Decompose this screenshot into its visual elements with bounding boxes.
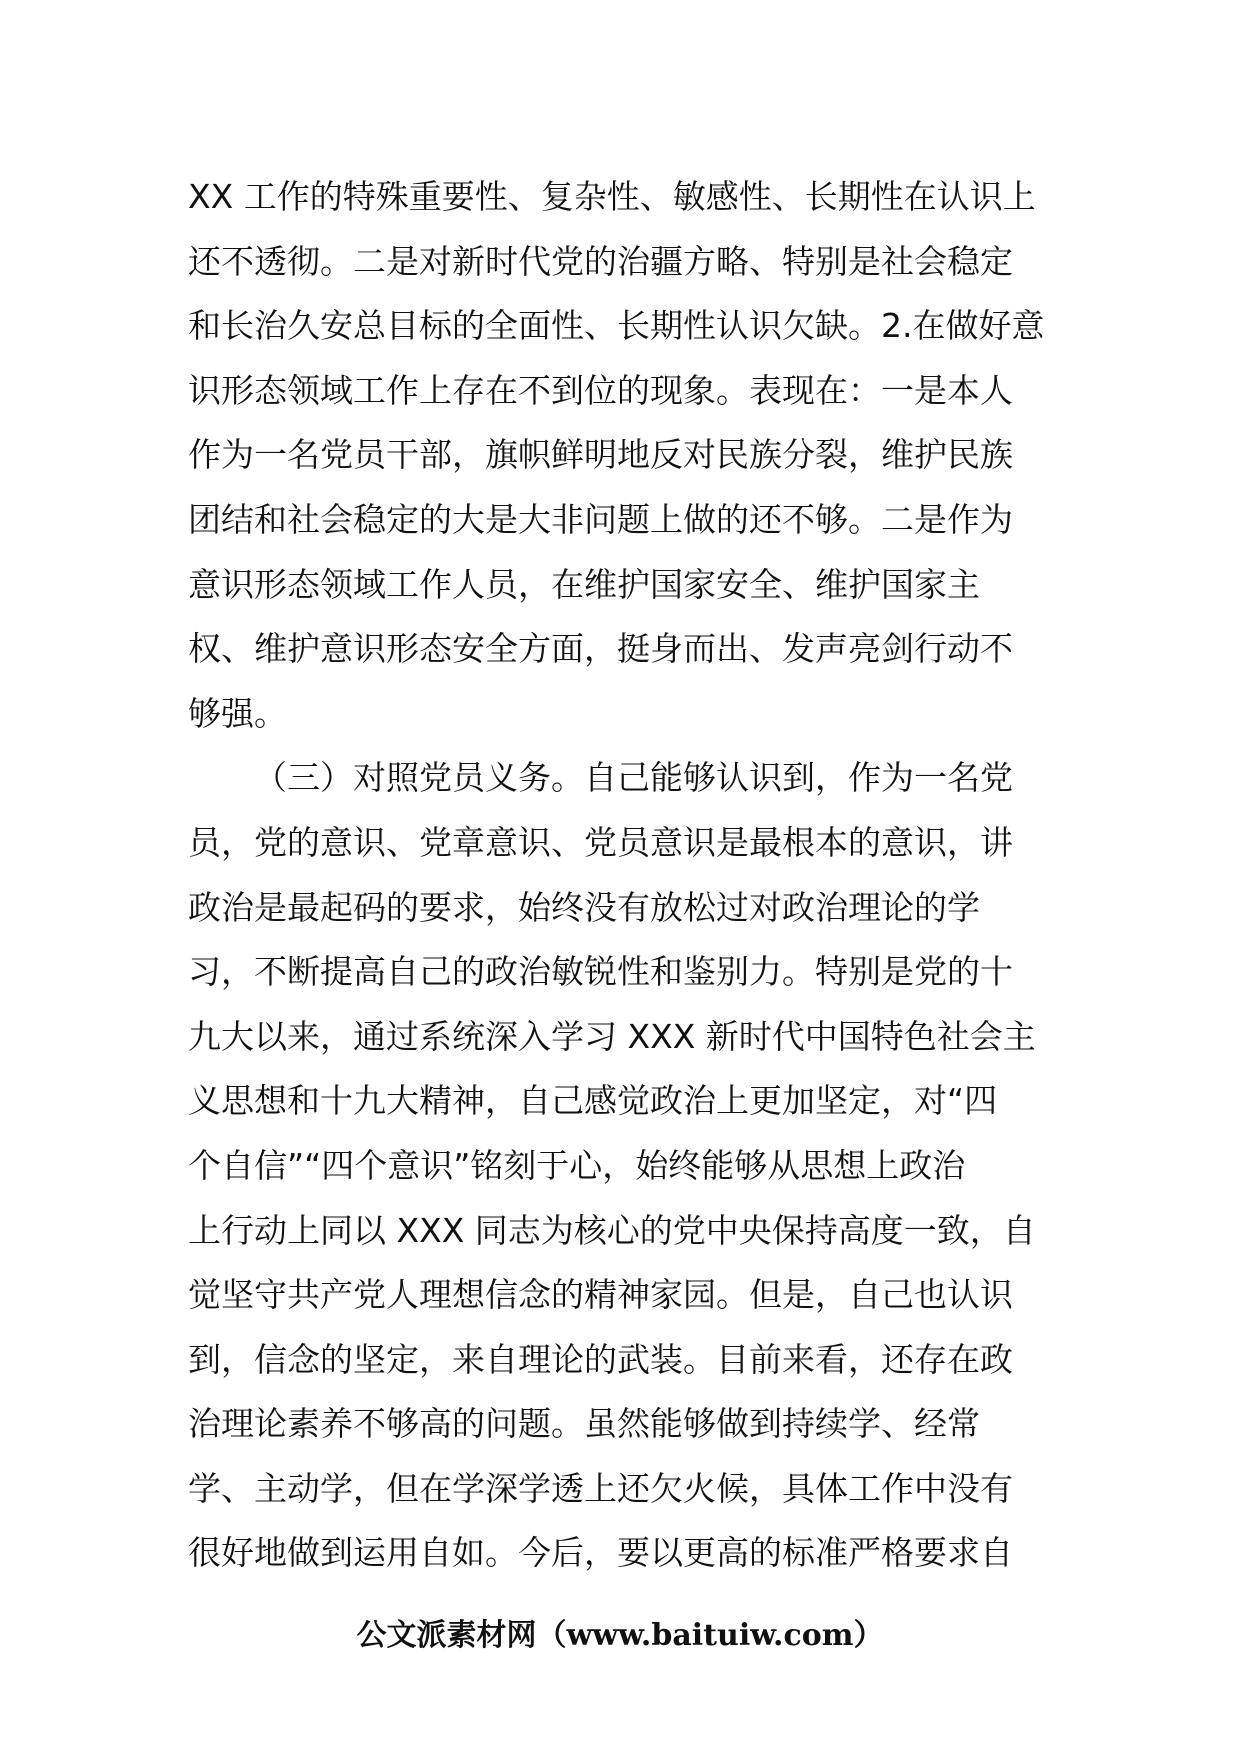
text-line: 个自信”“四个意识”铭刻于心，始终能够从思想上政治 [188,1145,966,1185]
text-line: 作为一名党员干部，旗帜鲜明地反对民族分裂，维护民族 [188,435,1013,475]
text-line: 识形态领域工作上存在不到位的现象。表现在：一是本人 [188,370,1013,410]
text-line: 治理论素养不够高的问题。虽然能够做到持续学、经常 [188,1404,980,1444]
text-line: 意识形态领域工作人员，在维护国家安全、维护国家主 [188,564,980,604]
text-line: 员，党的意识、党章意识、党员意识是最根本的意识，讲 [188,822,1013,862]
text-line: 习，不断提高自己的政治敏锐性和鉴别力。特别是党的十 [188,952,1013,992]
text-line: 团结和社会稳定的大是大非问题上做的还不够。二是作为 [188,499,1013,539]
text-line: 九大以来，通过系统深入学习 XXX 新时代中国特色社会主 [188,1016,1036,1056]
text-line: 到，信念的坚定，来自理论的武装。目前来看，还存在政 [188,1339,1013,1379]
footer-watermark: 公文派素材网（www.baituiw.com） [356,1618,884,1653]
text-line: 很好地做到运用自如。今后，要以更高的标准严格要求自 [188,1533,1013,1573]
text-line: 还不透彻。二是对新时代党的治疆方略、特别是社会稳定 [188,241,1013,281]
text-line: 和长治久安总目标的全面性、长期性认识欠缺。2.在做好意 [188,306,1045,346]
text-line: 权、维护意识形态安全方面，挺身而出、发声亮剑行动不 [188,629,1013,669]
text-line: 政治是最起码的要求，始终没有放松过对政治理论的学 [188,887,980,927]
text-line: 义思想和十九大精神，自己感觉政治上更加坚定，对“四 [188,1081,998,1121]
text-line: 觉坚守共产党人理想信念的精神家园。但是，自己也认识 [188,1275,1013,1315]
body-text [188,165,1060,1586]
text-line: 够强。 [188,693,287,733]
text-line: XX 工作的特殊重要性、复杂性、敏感性、长期性在认识上 [188,177,1036,216]
text-line: （三）对照党员义务。自己能够认识到，作为一名党 [254,758,1013,798]
text-line: 学、主动学，但在学深学透上还欠火候，具体工作中没有 [188,1468,1013,1508]
text-line: 上行动上同以 XXX 同志为核心的党中央保持高度一致，自 [188,1210,1036,1250]
